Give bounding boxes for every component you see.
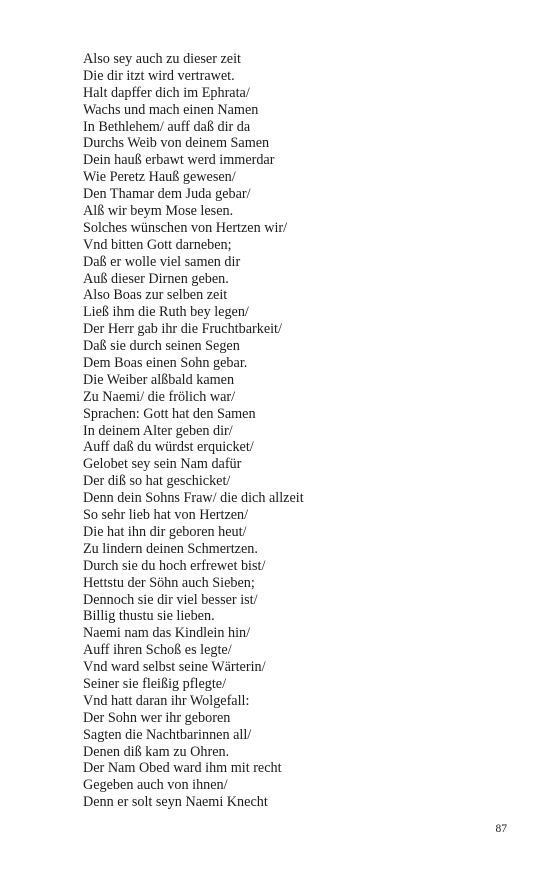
poem-line: Auß dieser Dirnen geben. [83,270,229,287]
poem-line: Also Boas zur selben zeit [83,287,228,304]
poem-line: Dennoch sie dir viel besser ist/ [83,591,258,608]
poem-line: Gegeben auch von ihnen/ [83,777,228,794]
poem-line: Denn er solt seyn Naemi Knecht [83,794,268,811]
poem-line: Wie Peretz Hauß gewesen/ [83,169,236,186]
poem-line: Die dir itzt wird vertrawet. [83,67,235,84]
poem-line: In Bethlehem/ auff daß dir da [83,118,251,135]
poem-line: Der Nam Obed ward ihm mit recht [83,760,282,777]
poem-line: Vnd bitten Gott darneben; [83,236,232,253]
poem-line: Dein hauß erbawt werd immerdar [83,152,275,169]
poem-line: Der Herr gab ihr die Fruchtbarkeit/ [83,321,282,338]
poem-line: Gelobet sey sein Nam dafür [83,456,242,473]
poem-text [83,51,304,811]
poem-line: Durchs Weib von deinem Samen [83,135,270,152]
poem-line: Halt dapffer dich im Ephrata/ [83,84,250,101]
poem-line: Durch sie du hoch erfrewet bist/ [83,557,266,574]
poem-line: Zu Naemi/ die frölich war/ [83,388,236,405]
poem-line: Denen diß kam zu Ohren. [83,743,230,760]
poem-line: Vnd hatt daran ihr Wolgefall: [83,692,250,709]
poem-line: Der Sohn wer ihr geboren [83,709,231,726]
poem-line: Sprachen: Gott hat den Samen [83,405,256,422]
poem-line: Auff ihren Schoß es legte/ [83,642,232,659]
poem-line: Zu lindern deinen Schmertzen. [83,540,258,557]
poem-line: In deinem Alter geben dir/ [83,422,233,439]
poem-line: Auff daß du würdst erquicket/ [83,439,254,456]
poem-line: Den Thamar dem Juda gebar/ [83,186,251,203]
poem-line: Dem Boas einen Sohn gebar. [83,355,248,372]
poem-line: Vnd ward selbst seine Wärterin/ [83,659,266,676]
poem-line: Daß sie durch seinen Segen [83,338,240,355]
poem-line: Also sey auch zu dieser zeit [83,51,241,67]
poem-line: Ließ ihm die Ruth bey legen/ [83,304,249,321]
poem-line: Der diß so hat geschicket/ [83,473,231,490]
poem-line: Billig thustu sie lieben. [83,608,215,625]
poem-line: Wachs und mach einen Namen [83,101,259,118]
poem-line: So sehr lieb hat von Hertzen/ [83,507,249,524]
poem-line: Denn dein Sohns Fraw/ die dich allzeit [83,490,304,507]
poem-line: Die hat ihn dir geboren heut/ [83,523,247,540]
poem-line: Hettstu der Söhn auch Sieben; [83,574,255,591]
poem-line: Daß er wolle viel samen dir [83,253,241,270]
poem-line: Sagten die Nachtbarinnen all/ [83,726,252,743]
poem-line: Alß wir beym Mose lesen. [83,203,234,220]
page-number: 87 [495,823,507,835]
poem-line: Seiner sie fleißig pflegte/ [83,675,227,692]
poem-line: Solches wünschen von Hertzen wir/ [83,219,288,236]
poem-line: Naemi nam das Kindlein hin/ [83,625,251,642]
poem-line: Die Weiber alßbald kamen [83,371,235,388]
